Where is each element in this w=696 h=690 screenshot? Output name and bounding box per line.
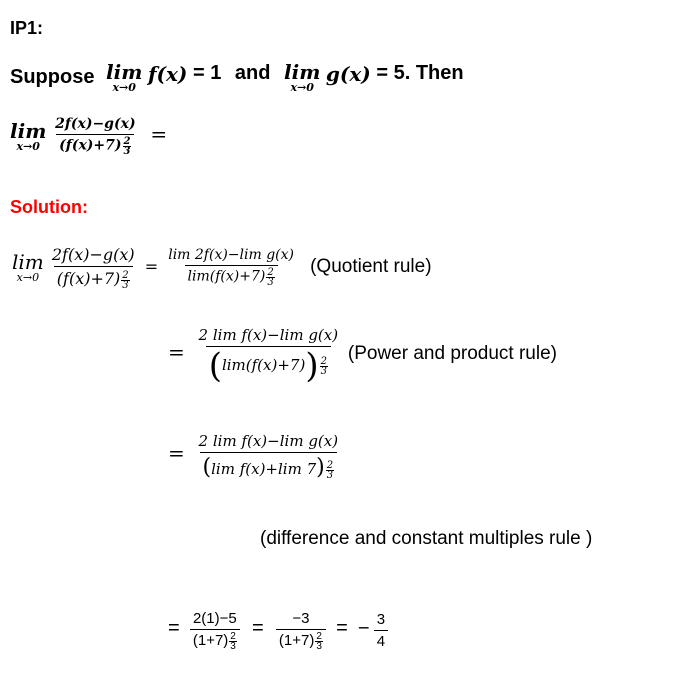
- problem-limit-expression: lim x→0 2f(x)−g(x) (f(x)+7) $\frac{2}{3}$ =: [10, 116, 168, 157]
- difference-constant-rule-label: (difference and constant multiples rule ): [260, 528, 593, 549]
- limit-f: lim x→0: [106, 60, 143, 94]
- step-2: = 2 lim f(x)−lim g(x) (lim(f(x)+7)) $\frac{2}{3}$ (Power and product rule): [168, 326, 557, 386]
- step-4-fraction-3: $\frac{3}{4}$: [374, 611, 388, 650]
- step-4: = 2(1)−5 (1+7) $\frac{2}{3}$ = −3 (1+7) $\frac{2}{3}$ = − $\frac{3}{4}$: [168, 610, 388, 651]
- step-3-fraction: 2 lim f(x)−lim g(x) (lim f(x)+lim 7) $\frac{2}{3}$: [198, 432, 339, 481]
- step-1-rhs-fraction: lim 2f(x)−lim g(x) lim(f(x)+7) $\frac{2}{3}$: [168, 247, 294, 289]
- problem-statement: Suppose lim x→0 f(x) = 1 and lim x→0 g(x) = 5. Then: [10, 60, 464, 94]
- problem-heading: IP1:: [10, 18, 44, 38]
- word-suppose: Suppose: [10, 65, 95, 88]
- quotient-rule-label: (Quotient rule): [310, 255, 432, 277]
- step-1-lhs-fraction: 2f(x)−g(x) (f(x)+7) $\frac{2}{3}$: [51, 245, 135, 291]
- solution-label: Solution:: [10, 197, 88, 217]
- step-2-fraction: 2 lim f(x)−lim g(x) (lim(f(x)+7)) $\frac{2}{3}$: [198, 326, 339, 386]
- step-4-fraction-2: −3 (1+7) $\frac{2}{3}$: [276, 610, 326, 651]
- step-4-fraction-1: 2(1)−5 (1+7) $\frac{2}{3}$: [190, 610, 240, 651]
- step-1: lim x→0 2f(x)−g(x) (f(x)+7) $\frac{2}{3}$ = lim 2f(x)−lim g(x) lim(f(x)+7) $\frac{2}{3}$ (Quotient rule): [12, 245, 432, 291]
- problem-fraction: 2f(x)−g(x) (f(x)+7) $\frac{2}{3}$: [55, 116, 136, 157]
- step-3: = 2 lim f(x)−lim g(x) (lim f(x)+lim 7) $\frac{2}{3}$: [168, 432, 341, 480]
- limit-g: lim x→0: [284, 60, 321, 94]
- power-product-rule-label: (Power and product rule): [347, 342, 557, 364]
